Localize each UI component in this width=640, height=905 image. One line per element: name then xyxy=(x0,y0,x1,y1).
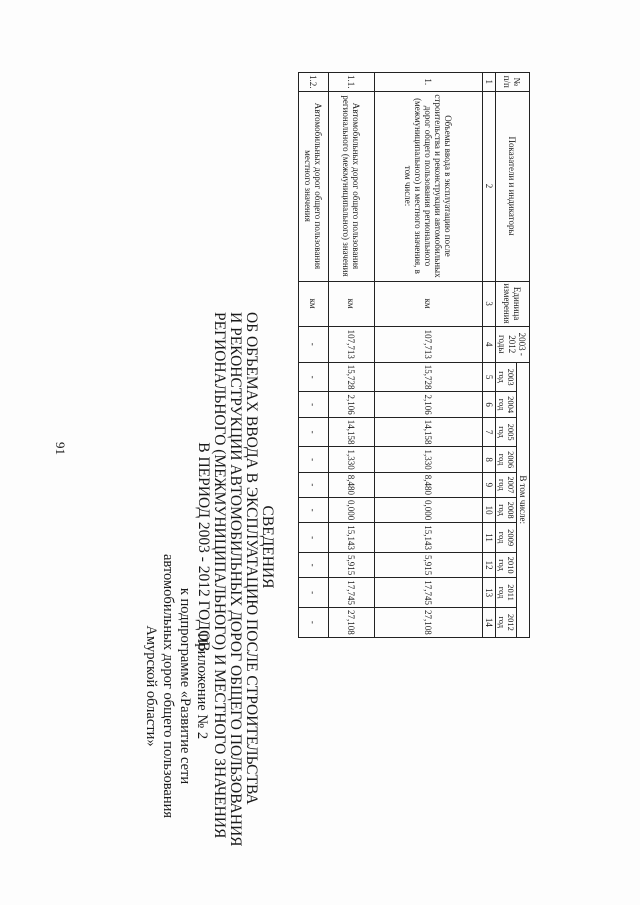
header-total: 2003 - 2012 годы xyxy=(496,326,530,362)
header-name: Показатели и индикаторы xyxy=(496,91,530,281)
column-number: 12 xyxy=(483,552,496,577)
header-year: 2008 год xyxy=(496,497,517,522)
column-number: 6 xyxy=(483,392,496,417)
row-value: - xyxy=(299,552,329,577)
row-value: - xyxy=(299,607,329,637)
row-value: 2,106 xyxy=(329,392,375,417)
column-number: 4 xyxy=(483,326,496,362)
column-number: 2 xyxy=(483,91,496,281)
column-number: 8 xyxy=(483,447,496,472)
title-line: СВЕДЕНИЯ xyxy=(259,505,276,589)
row-value: 14,158 xyxy=(375,417,483,447)
row-total: - xyxy=(299,326,329,362)
row-value: - xyxy=(299,392,329,417)
title-line: РЕГИОНАЛЬНОГО (МЕЖМУНИЦИПАЛЬНОГО) И МЕСТНОГО ЗНАЧЕНИЯ xyxy=(211,312,228,839)
row-value: 27,108 xyxy=(329,607,375,637)
page-number: 91 xyxy=(53,442,68,455)
row-indicator: Объемы ввода в эксплуатацию после строительства и реконструкции автомобильных дорог общего пользования регионального (межмуниципального) и местного значения, в том числе: xyxy=(375,91,483,281)
row-value: - xyxy=(299,578,329,608)
row-value: - xyxy=(299,417,329,447)
column-number: 3 xyxy=(483,281,496,326)
document-title xyxy=(195,312,276,847)
row-unit: км xyxy=(299,281,329,326)
row-value: 15,143 xyxy=(329,523,375,553)
row-value: 17,745 xyxy=(329,578,375,608)
table-row xyxy=(375,73,483,638)
row-value: 27,108 xyxy=(375,607,483,637)
column-number: 7 xyxy=(483,417,496,447)
row-value: 14,158 xyxy=(329,417,375,447)
title-line: В ПЕРИОД 2003 - 2012 ГОДОВ xyxy=(195,442,212,652)
column-number: 14 xyxy=(483,607,496,637)
column-number-row xyxy=(483,73,496,638)
row-value: 0,000 xyxy=(375,497,483,522)
header-year: 2011 год xyxy=(496,578,517,608)
title-line: И РЕКОНСТРУКЦИИ АВТОМОБИЛЬНЫХ ДОРОГ ОБЩЕГО ПОЛЬЗОВАНИЯ xyxy=(227,312,244,847)
header-year: 2007 год xyxy=(496,472,517,497)
column-number: 9 xyxy=(483,472,496,497)
row-value: - xyxy=(299,497,329,522)
row-value: 0,000 xyxy=(329,497,375,522)
row-unit: км xyxy=(375,281,483,326)
row-value: 8,480 xyxy=(329,472,375,497)
column-number: 13 xyxy=(483,578,496,608)
row-value: - xyxy=(299,447,329,472)
row-value: 8,480 xyxy=(375,472,483,497)
row-value: 15,728 xyxy=(375,362,483,392)
row-indicator: Автомобильных дорог общего пользования местного значения xyxy=(299,91,329,281)
row-total: 107,713 xyxy=(375,326,483,362)
header-year: 2012 год xyxy=(496,607,517,637)
row-indicator: Автомобильных дорог общего пользования регионального (межмуниципального) значения xyxy=(329,91,375,281)
data-table xyxy=(298,72,530,638)
header-year: 2006 год xyxy=(496,447,517,472)
row-value: 1,330 xyxy=(375,447,483,472)
row-number: 1.2. xyxy=(299,73,329,92)
row-total: 107,713 xyxy=(329,326,375,362)
row-value: 1,330 xyxy=(329,447,375,472)
header-year: 2004 год xyxy=(496,392,517,417)
row-value: 5,915 xyxy=(375,552,483,577)
header-year: 2003 год xyxy=(496,362,517,392)
header-year: 2009 год xyxy=(496,523,517,553)
header-including: В том числе: xyxy=(517,362,530,637)
appendix-line: Амурской области» xyxy=(143,625,159,747)
title-line: ОБ ОБЪЕМАХ ВВОДА В ЭКСПЛУАТАЦИЮ ПОСЛЕ СТРОИТЕЛЬСТВА xyxy=(243,312,260,805)
column-number: 5 xyxy=(483,362,496,392)
row-value: 17,745 xyxy=(375,578,483,608)
header-year: 2005 год xyxy=(496,417,517,447)
table-row xyxy=(299,73,329,638)
column-number: 11 xyxy=(483,523,496,553)
row-value: 15,143 xyxy=(375,523,483,553)
column-number: 10 xyxy=(483,497,496,522)
row-value: 5,915 xyxy=(329,552,375,577)
row-value: 15,728 xyxy=(329,362,375,392)
row-number: 1.1. xyxy=(329,73,375,92)
appendix-line: Приложение № 2 xyxy=(194,632,210,740)
row-value: 2,106 xyxy=(375,392,483,417)
header-year: 2010 год xyxy=(496,552,517,577)
row-number: 1. xyxy=(375,73,483,92)
column-number: 1 xyxy=(483,73,496,92)
header-no: № п/п xyxy=(496,73,530,92)
row-unit: км xyxy=(329,281,375,326)
appendix-line: к подпрограмме «Развитие сети xyxy=(177,587,193,785)
table-row xyxy=(329,73,375,638)
header-unit: Единица измерения xyxy=(496,281,530,326)
row-value: - xyxy=(299,362,329,392)
row-value: - xyxy=(299,472,329,497)
row-value: - xyxy=(299,523,329,553)
appendix-line: автомобильных дорог общего пользования xyxy=(160,553,176,819)
